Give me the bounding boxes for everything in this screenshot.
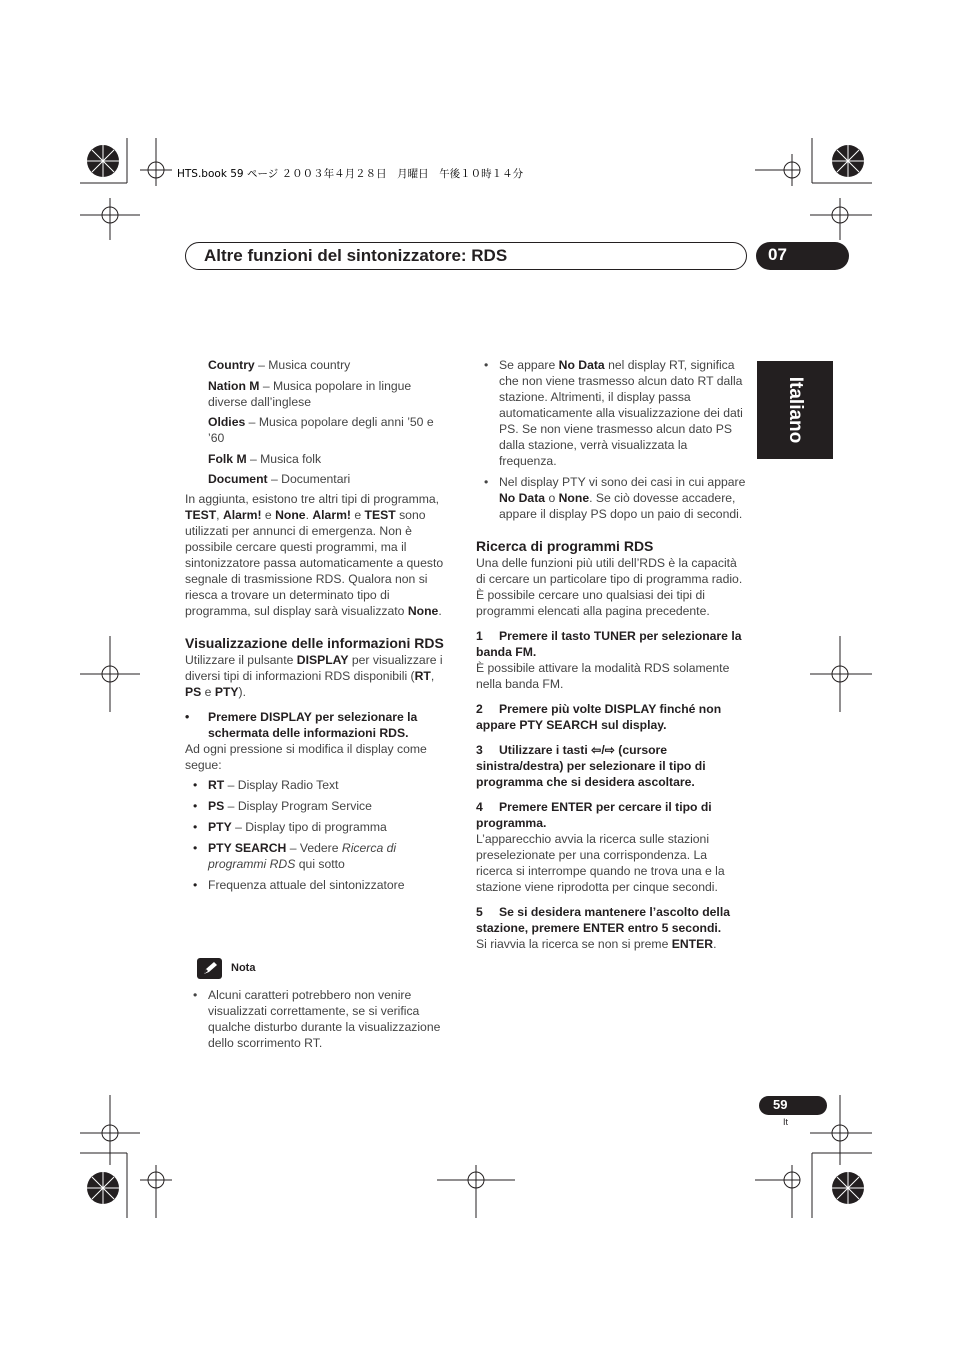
- genre-item: Folk M – Musica folk: [208, 452, 322, 466]
- step-description: L’apparecchio avvia la ricerca sulle stazioni preselezionate per una corrispondenza. La ricerca si interrompe quando ne trova una e la stazione viene riprodotta per cinque secondi.: [476, 832, 725, 894]
- list-item: • Se appare No Data nel display RT, significa che non viene trasmesso alcun dato RT dalla stazione. Altrimenti, il display passa automaticamente alla visualizzazione dei dati PS. Se non viene trasmesso alcun dato PS dalla stazione, verrà visualizzata la frequenza.: [484, 358, 743, 468]
- step-description: Si riavvia la ricerca se non si preme ENTER.: [476, 937, 717, 951]
- genre-item: Country – Musica country: [208, 358, 351, 372]
- genre-item: Oldies – Musica popolare degli anni ’50 e ’60: [208, 415, 434, 445]
- step-list: [476, 628, 746, 952]
- step-instruction: 3 Utilizzare i tasti ⇦/⇨ (cursore sinistra/destra) per selezionare il tipo di programma che si desidera ascoltare.: [476, 743, 706, 789]
- right-column: [476, 357, 746, 952]
- genre-list: [185, 357, 453, 487]
- section-heading: Visualizzazione delle informazioni RDS: [185, 635, 444, 651]
- section-intro: Una delle funzioni più utili dell’RDS è la capacità di cercare un particolare tipo di programma radio. È possibile cercare uno qualsiasi dei tipi di programmi elencati alla pagina precedente.: [476, 556, 743, 618]
- step-description: È possibile attivare la modalità RDS solamente nella banda FM.: [476, 661, 730, 691]
- chapter-number: 07: [768, 245, 787, 264]
- chapter-title-bar: [185, 242, 747, 270]
- page-language-code: It: [783, 1117, 789, 1127]
- note-text: • Alcuni caratteri potrebbero non venire visualizzati correttamente, se si verifica qualche disturbo durante la visualizzazione dello scorrimento RT.: [193, 988, 441, 1050]
- chapter-number-badge: [756, 242, 849, 270]
- list-item: • PTY SEARCH – Vedere Ricerca di programmi RDS qui sotto: [193, 841, 397, 871]
- language-tab: [757, 361, 833, 459]
- note-body: [185, 987, 453, 1051]
- section-intro: Utilizzare il pulsante DISPLAY per visualizzare i diversi tipi di informazioni RDS disponibili (RT, PS e PTY).: [185, 653, 443, 699]
- list-item: • Frequenza attuale del sintonizzatore: [193, 878, 405, 892]
- step-instruction: 1 Premere il tasto TUNER per selezionare la banda FM.: [476, 629, 742, 659]
- language-tab-label: Italiano: [785, 376, 806, 444]
- step-instruction: 5 Se si desidera mantenere l’ascolto della stazione, premere ENTER entro 5 secondi.: [476, 905, 730, 935]
- print-info-line: HTS.book 59 ページ ２００３年４月２８日 月曜日 午後１０時１４分: [177, 168, 524, 180]
- page-number: 59: [773, 1097, 788, 1112]
- section-heading: Ricerca di programmi RDS: [476, 538, 654, 554]
- list-item: • PTY – Display tipo di programma: [193, 820, 387, 834]
- pencil-icon: [197, 958, 222, 979]
- genre-item: Document – Documentari: [208, 472, 351, 486]
- step-instruction: 4 Premere ENTER per cercare il tipo di programma.: [476, 800, 712, 830]
- list-item: • PS – Display Program Service: [193, 799, 372, 813]
- page-number-badge: [759, 1096, 827, 1115]
- step-description: Ad ogni pressione si modifica il display come segue:: [185, 742, 427, 772]
- list-item: • RT – Display Radio Text: [193, 778, 339, 792]
- left-column: [185, 357, 453, 893]
- step-instruction: • Premere DISPLAY per selezionare la schermata delle informazioni RDS.: [185, 710, 418, 740]
- special-program-types-paragraph: In aggiunta, esistono tre altri tipi di programma, TEST, Alarm! e None. Alarm! e TEST sono utilizzati per annunci di emergenza. Non è possibile cercare questi programmi, ma il sintonizzatore passa automaticamente a questo segnale di trasmissione RDS. Qualora non si riesca a trovare un determinato tipo di programma, sul display sarà visualizzato None.: [185, 492, 444, 618]
- chapter-title: Altre funzioni del sintonizzatore: RDS: [204, 246, 508, 265]
- note-label: Nota: [231, 962, 256, 974]
- list-item: • Nel display PTY vi sono dei casi in cui appare No Data o None. Se ciò dovesse accadere, appare il display PS dopo un paio di secondi.: [484, 475, 746, 521]
- genre-item: Nation M – Musica popolare in lingue diverse dall’inglese: [208, 379, 412, 409]
- step-instruction: 2 Premere più volte DISPLAY finché non appare PTY SEARCH sul display.: [476, 702, 722, 732]
- display-mode-list: [185, 777, 453, 893]
